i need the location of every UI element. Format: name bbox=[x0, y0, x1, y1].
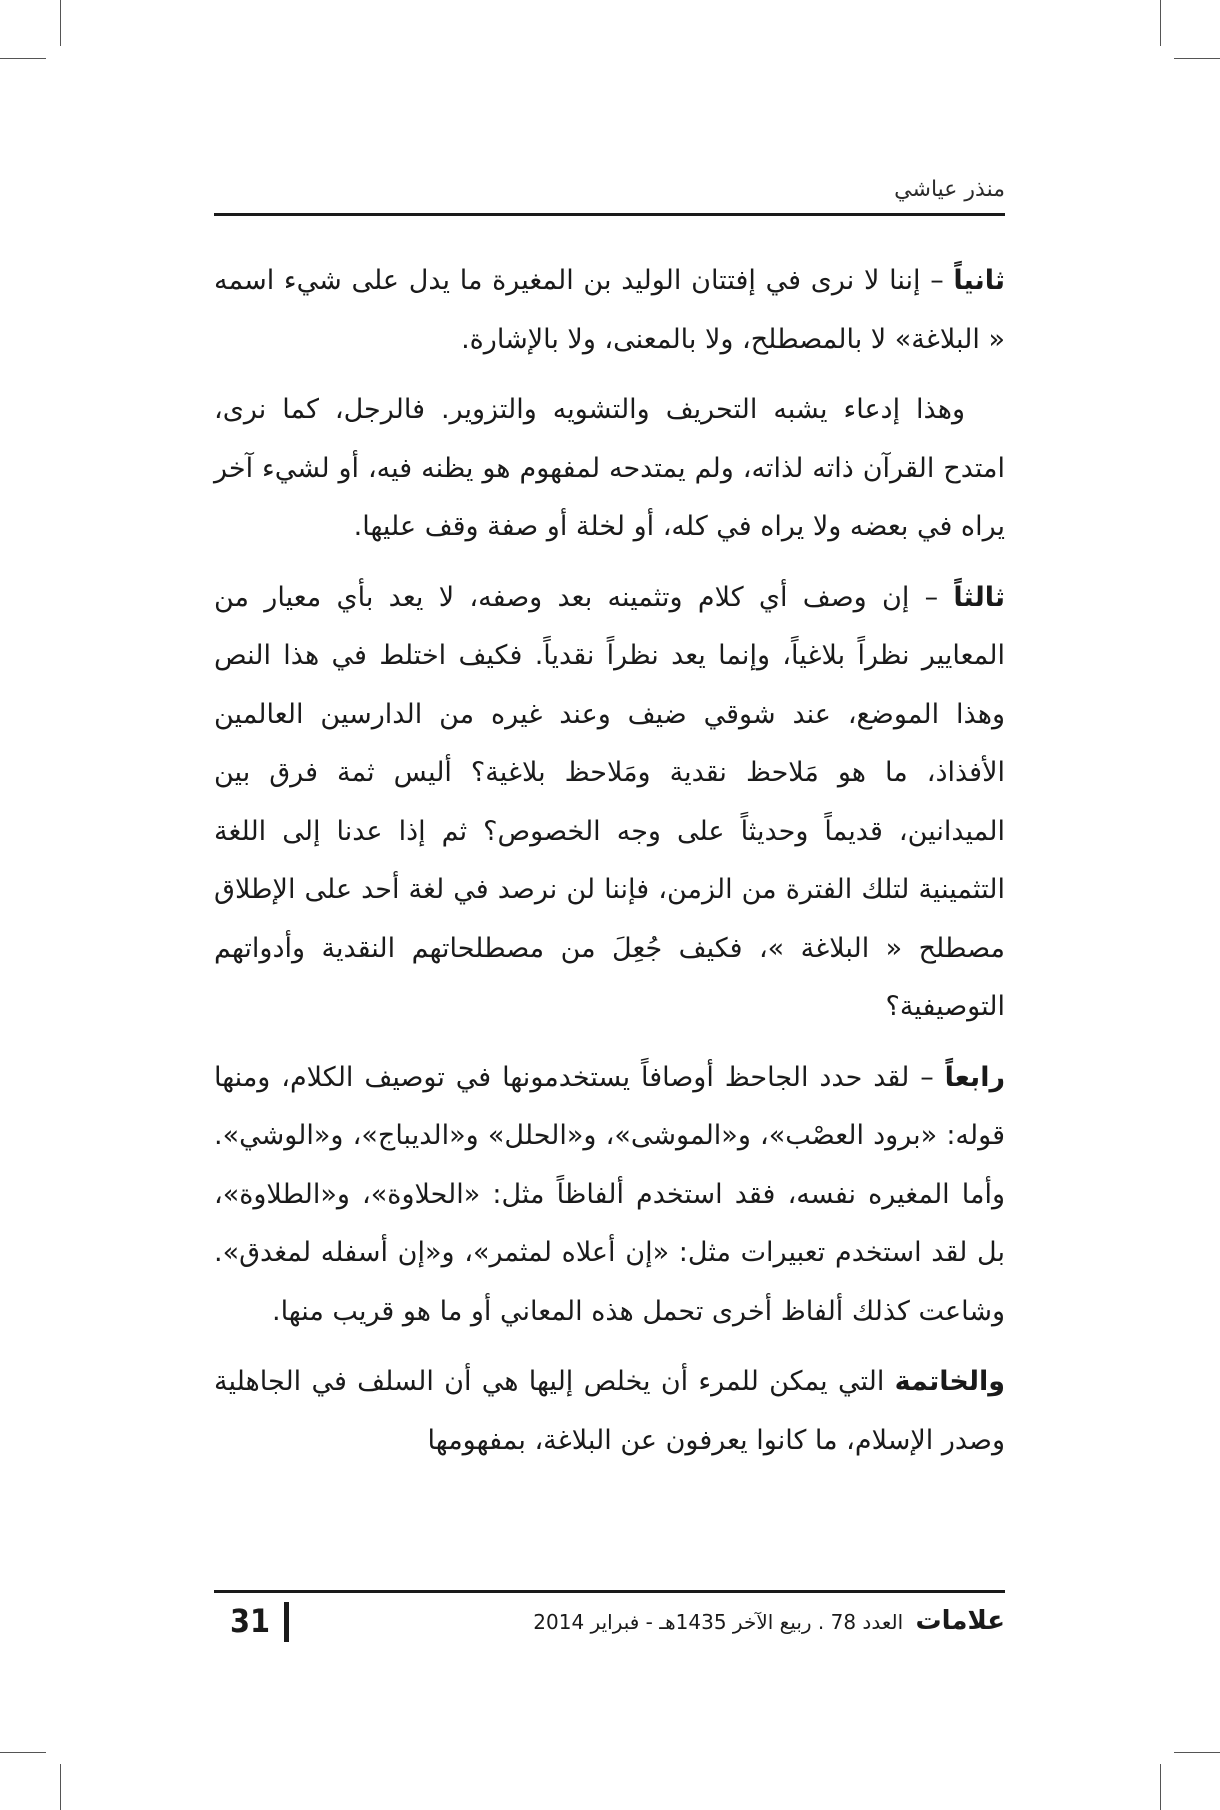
crop-mark bbox=[60, 0, 61, 46]
paragraph-text: – إن وصف أي كلام وتثمينه بعد وصفه، لا يعد بأي معيار من المعايير نظراً بلاغياً، وإنما يعد نظراً نقدياً. فكيف اختلط في هذا النص وهذا الموضع، عند شوقي ضيف وعند غيره من الدارسين العالمين الأفذاذ، ما هو مَلاحظ نقدية ومَلاحظ بلاغية؟ أليس ثمة فرق بين الميدانين، قديماً وحديثاً على وجه الخصوص؟ ثم إذا عدنا إلى اللغة التثمينية لتلك الفترة من الزمن، فإننا لن نرصد في لغة أحد على الإطلاق مصطلح « البلاغة »، فكيف جُعِلَ من مصطلحاتهم النقدية وأدواتهم التوصيفية؟ bbox=[214, 581, 1005, 1022]
journal-logo: علامات bbox=[915, 1606, 1005, 1636]
paragraph bbox=[214, 569, 1005, 1037]
crop-mark bbox=[0, 1752, 46, 1753]
paragraph-text: – إننا لا نرى في إفتتان الوليد بن المغيرة ما يدل على شيء اسمه « البلاغة» لا بالمصطلح، ولا بالمعنى، ولا بالإشارة. bbox=[214, 265, 1005, 355]
issue-text: العدد 78 . ربيع الآخر 1435هـ - فبراير 2014 bbox=[533, 1610, 904, 1634]
paragraph bbox=[214, 252, 1005, 369]
article-body bbox=[214, 252, 1005, 1592]
author-name: منذر عياشي bbox=[894, 177, 1005, 202]
running-header bbox=[214, 172, 1005, 216]
crop-mark bbox=[1174, 1752, 1220, 1753]
paragraph-lead: والخاتمة bbox=[894, 1366, 1005, 1397]
paragraph bbox=[214, 1353, 1005, 1470]
footer-divider bbox=[284, 1602, 289, 1642]
crop-mark bbox=[0, 58, 46, 59]
paragraph-text: التي يمكن للمرء أن يخلص إليها هي أن السلف في الجاهلية وصدر الإسلام، ما كانوا يعرفون عن البلاغة، بمفهومها bbox=[214, 1366, 1005, 1456]
paragraph-text: – لقد حدد الجاحظ أوصافاً يستخدمونها في توصيف الكلام، ومنها قوله: «برود العصْب»، و«الموشى»، و«الحلل» و«الديباج»، و«الوشي». وأما المغيره نفسه، فقد استخدم ألفاظاً مثل: «الحلاوة»، و«الطلاوة»، بل لقد استخدم تعبيرات مثل: «إن أعلاه لمثمر»، و«إن أسفله لمغدق». وشاعت كذلك ألفاظ أخرى تحمل هذه المعاني أو ما هو قريب منها. bbox=[214, 1061, 1005, 1327]
footer-rule bbox=[214, 1590, 1005, 1593]
paragraph-lead: رابعاً bbox=[944, 1061, 1005, 1093]
crop-mark bbox=[1160, 0, 1161, 46]
page-footer bbox=[214, 1590, 1005, 1650]
paragraph-lead: ثانياً bbox=[953, 265, 1005, 296]
paragraph-text: وهذا إدعاء يشبه التحريف والتشويه والتزوير. فالرجل، كما نرى، امتدح القرآن ذاته لذاته، ولم يمتدحه لمفهوم هو يظنه فيه، أو لشيء آخر يراه في بعضه ولا يراه في كله، أو لخلة أو صفة وقف عليها. bbox=[214, 394, 1005, 542]
crop-mark bbox=[1174, 58, 1220, 59]
paragraph-lead: ثالثاً bbox=[953, 581, 1005, 613]
paragraph bbox=[214, 1049, 1005, 1342]
page-number: 31 bbox=[230, 1602, 271, 1640]
crop-mark bbox=[1160, 1764, 1161, 1810]
header-rule bbox=[214, 213, 1005, 216]
paragraph bbox=[214, 381, 1005, 557]
crop-mark bbox=[60, 1764, 61, 1810]
journal-info bbox=[304, 1604, 1005, 1639]
